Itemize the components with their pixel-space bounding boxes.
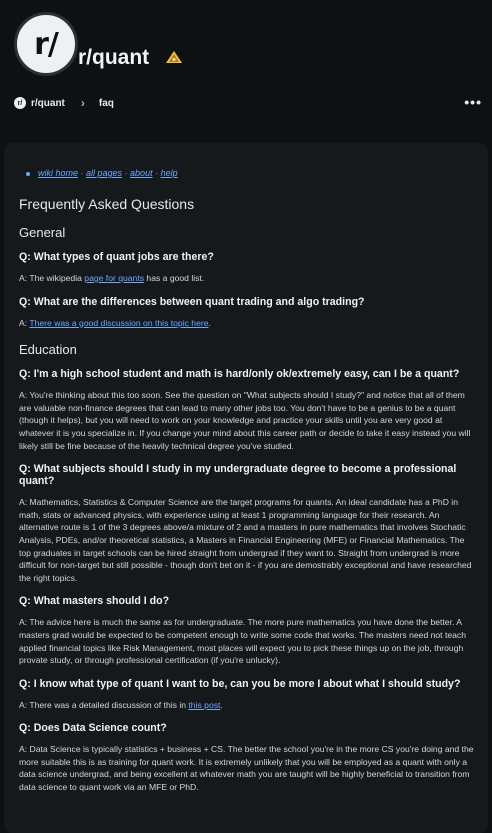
subreddit-avatar-text: r/	[34, 26, 58, 62]
award-icon	[165, 50, 183, 64]
page-for-quants-link[interactable]: page for quants	[84, 273, 145, 283]
all-pages-link[interactable]: all pages	[86, 168, 123, 178]
more-options-icon[interactable]: •••	[464, 94, 482, 110]
answer-text: has a good list.	[144, 273, 205, 283]
answer-text: .	[220, 699, 223, 710]
breadcrumb	[14, 96, 114, 110]
bullet-icon	[26, 172, 30, 176]
about-link[interactable]: about	[130, 168, 153, 178]
page-title: Frequently Asked Questions	[19, 196, 195, 212]
subreddit-avatar[interactable]	[14, 12, 78, 76]
wiki-content-panel	[4, 143, 488, 833]
faq-answer: A: You're thinking about this too soon. See the question on "What subjects should I study?" and notice that all of them are valuable non-finance degrees that can lead to many other jobs too. You don't have to be a genius to be a quant (though it helps), but you will need to work on your knowledge and practice your skills until you are very good at whatever it is you specialize in. If you change your mind about this career path or decide to take it easy instead you will likely still be fine because of the heavily technical degree you've studied.	[19, 390, 471, 451]
wiki-nav-separator: ·	[122, 168, 131, 178]
wiki-nav	[26, 168, 488, 178]
breadcrumb-sub-link[interactable]: r/quant	[31, 97, 65, 109]
chevron-right-icon: ›	[80, 96, 85, 110]
discussion-link[interactable]: There was a good discussion on this topic here	[29, 317, 209, 328]
wiki-nav-separator: ·	[78, 168, 87, 178]
answer-text: .	[208, 317, 211, 328]
faq-answer: A: The advice here is much the same as for undergraduate. The more pure mathematics you have done the better. A masters grad would be expected to be competent enough to write some code that works. The masters need not teach applied financial topics like Risk Management, most places will expect you to pick these things up on the job, through provate study, or through professional certification (if you're unlucky).	[19, 617, 466, 666]
faq-question: Q: What masters should I do?	[19, 595, 170, 608]
section-heading-education: Education	[19, 342, 77, 358]
subreddit-title[interactable]: r/quant	[78, 46, 150, 69]
faq-question: Q: What subjects should I study in my undergraduate degree to become a professional quant?	[19, 463, 457, 488]
faq-answer: A: Data Science is typically statistics + business + CS. The better the school you're in the more CS you're doing and the more suitable this is as training for quant work. It is extremely unlikely that you will be employed as a quant with only a data science undergrad, and being excellent at whatever math you are taught will be highly beneficial to transition from data science to quant work via an MFE or PhD.	[19, 744, 474, 793]
faq-question: Q: What are the differences between quant trading and algo trading?	[19, 295, 365, 308]
faq-answer	[19, 699, 476, 712]
faq-question: Q: I'm a high school student and math is hard/only ok/extremely easy, can I be a quant?	[19, 368, 460, 381]
breadcrumb-page: faq	[98, 97, 114, 109]
faq-question: Q: What types of quant jobs are there?	[19, 251, 214, 263]
subreddit-header	[0, 0, 492, 140]
faq-answer	[19, 317, 476, 330]
wiki-nav-separator: ·	[152, 168, 161, 178]
help-link[interactable]: help	[160, 168, 178, 178]
wiki-home-link[interactable]: wiki home	[38, 168, 79, 178]
faq-answer: A: Mathematics, Statistics & Computer Science are the target programs for quants. An ideal candidate has a PhD in math, stats or advanced physics, with experience using at least 1 programming language for their research. An alternative route is 1 of the 3 degrees above/a mixture of 2 and a masters in pure mathematics that involves Stochatic Analysis, PDEs, and/or theoretical statistics, a Masters in Financial Engineering (MFE) or Financial Mathematics. The top graduates in target schools can be hired straight from undergrad if they want to. Straight from undergrad is more difficult for non-target but still possible - though don't bet on it - if you are demostrably exceptional and have researched the right topics.	[19, 497, 472, 583]
this-post-link[interactable]: this post	[188, 699, 221, 710]
answer-text: A: There was a detailed discussion of this in	[19, 699, 189, 710]
faq-question: Q: Does Data Science count?	[19, 722, 167, 735]
section-heading-general: General	[19, 225, 66, 240]
breadcrumb-sub-avatar-icon: r/	[14, 97, 26, 109]
answer-text: A: The wikipedia	[19, 273, 85, 283]
faq-answer	[19, 272, 476, 285]
faq-question: Q: I know what type of quant I want to be, can you be more I about what I should study?	[19, 677, 461, 690]
answer-text: A:	[19, 317, 30, 328]
